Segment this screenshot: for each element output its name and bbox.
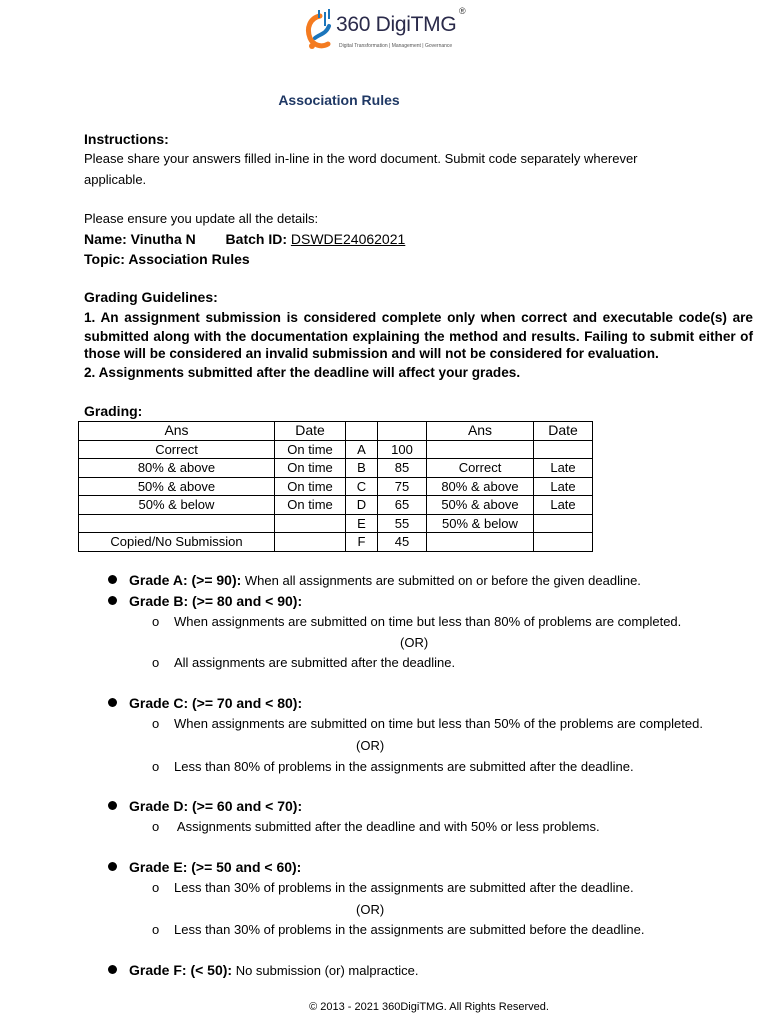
grade-e-text-1: Less than 30% of problems in the assignments are submitted after the deadline. [174, 880, 634, 895]
table-cell [534, 440, 593, 459]
instructions-line-2: applicable. [84, 172, 147, 187]
bullet-icon [108, 862, 117, 871]
grade-e-subitem-1 [152, 880, 634, 895]
table-cell: F [346, 533, 378, 552]
table-cell: 80% & above [79, 459, 275, 478]
header-grade [346, 422, 378, 441]
guideline-2: 2. Assignments submitted after the deadline will affect your grades. [84, 365, 521, 380]
bullet-icon [108, 801, 117, 810]
header-ans-late: Ans [427, 422, 534, 441]
header-ans: Ans [79, 422, 275, 441]
bullet-icon [108, 698, 117, 707]
table-cell: 75 [378, 477, 427, 496]
grade-f-item [108, 962, 418, 978]
document-title: Association Rules [278, 92, 400, 108]
grade-d-item [108, 798, 302, 814]
table-cell [427, 440, 534, 459]
grade-b-title: Grade B: (>= 80 and < 90): [129, 593, 303, 609]
grade-d-text-1: Assignments submitted after the deadline and with 50% or less problems. [174, 819, 600, 834]
table-cell: On time [275, 440, 346, 459]
header-date: Date [275, 422, 346, 441]
table-row [79, 477, 593, 496]
grading-label: Grading: [84, 403, 143, 419]
table-cell: 50% & below [427, 514, 534, 533]
grade-a-text: When all assignments are submitted on or before the given deadline. [241, 573, 641, 588]
grade-c-subitem-2 [152, 759, 634, 774]
grade-e-or: (OR) [356, 902, 385, 917]
circle-bullet-icon: o [152, 614, 160, 629]
grade-b-subitem-1 [152, 614, 681, 629]
table-cell: 50% & below [79, 496, 275, 515]
grade-d-title: Grade D: (>= 60 and < 70): [129, 798, 303, 814]
header-score [378, 422, 427, 441]
table-cell: Late [534, 477, 593, 496]
bullet-icon [108, 965, 117, 974]
guideline-1-line-1: 1. An assignment submission is considered complete only when correct and executable code(s) are [84, 310, 753, 325]
table-cell [534, 533, 593, 552]
table-cell [275, 514, 346, 533]
copyright-footer: © 2013 - 2021 360DigiTMG. All Rights Reserved. [309, 1001, 549, 1013]
table-cell [427, 533, 534, 552]
company-tagline: Digital Transformation | Management | Governance [339, 43, 453, 49]
grading-table [78, 421, 593, 552]
table-cell: 55 [378, 514, 427, 533]
guideline-1-line-2: submitted along with the documentation explaining the method and results. Failing to submit either of [84, 329, 753, 344]
company-logo-text: 360 DigiTMG [336, 13, 457, 36]
grade-f-text: No submission (or) malpractice. [232, 963, 419, 978]
grade-c-text-1: When assignments are submitted on time but less than 50% of the problems are completed. [174, 716, 703, 731]
table-cell: 65 [378, 496, 427, 515]
table-cell: C [346, 477, 378, 496]
table-row [79, 496, 593, 515]
table-cell: 100 [378, 440, 427, 459]
grade-c-or: (OR) [356, 738, 385, 753]
grade-f-title: Grade F: (< 50): [129, 962, 233, 978]
grade-e-title: Grade E: (>= 50 and < 60): [129, 859, 302, 875]
bullet-icon [108, 575, 117, 584]
table-cell: On time [275, 496, 346, 515]
grade-a-item [108, 572, 641, 588]
name-line [84, 231, 405, 247]
instructions-heading: Instructions: [84, 131, 169, 147]
table-cell: On time [275, 477, 346, 496]
grade-e-subitem-2 [152, 922, 644, 937]
header-date-late: Date [534, 422, 593, 441]
instructions-line-1: Please share your answers filled in-line in the word document. Submit code separately wherever [84, 151, 638, 166]
table-cell: Correct [427, 459, 534, 478]
table-cell: 80% & above [427, 477, 534, 496]
table-cell: Correct [79, 440, 275, 459]
grade-a-title: Grade A: (>= 90): [129, 572, 242, 588]
table-row [79, 440, 593, 459]
grade-c-item [108, 695, 302, 711]
table-cell: 85 [378, 459, 427, 478]
circle-bullet-icon: o [152, 922, 160, 937]
grade-c-text-2: Less than 80% of problems in the assignments are submitted after the deadline. [174, 759, 634, 774]
grade-b-text-2: All assignments are submitted after the deadline. [174, 655, 456, 670]
student-name: Name: Vinutha N [84, 231, 196, 247]
grade-e-text-2: Less than 30% of problems in the assignments are submitted before the deadline. [174, 922, 645, 937]
table-cell: 45 [378, 533, 427, 552]
table-cell: E [346, 514, 378, 533]
batch-label: Batch ID: [225, 231, 291, 247]
grade-b-subitem-2 [152, 655, 455, 670]
table-row [79, 459, 593, 478]
table-cell [275, 533, 346, 552]
grade-d-subitem-1 [152, 819, 600, 834]
circle-bullet-icon: o [152, 716, 160, 731]
guidelines-heading: Grading Guidelines: [84, 289, 218, 305]
grade-c-title: Grade C: (>= 70 and < 80): [129, 695, 303, 711]
table-cell: B [346, 459, 378, 478]
table-cell [534, 514, 593, 533]
grade-b-text-1: When assignments are submitted on time but less than 80% of problems are completed. [174, 614, 682, 629]
table-header-row [79, 422, 593, 441]
table-row [79, 514, 593, 533]
bullet-icon [108, 596, 117, 605]
grade-b-or: (OR) [400, 635, 429, 650]
table-cell: 50% & above [79, 477, 275, 496]
topic-line: Topic: Association Rules [84, 251, 250, 267]
batch-id: DSWDE24062021 [290, 231, 406, 247]
table-cell: A [346, 440, 378, 459]
table-cell: Copied/No Submission [79, 533, 275, 552]
circle-bullet-icon: o [152, 880, 160, 895]
table-cell: Late [534, 496, 593, 515]
ensure-details-text: Please ensure you update all the details: [84, 211, 319, 226]
grade-e-item [108, 859, 301, 875]
registered-mark: ® [459, 6, 466, 16]
guideline-1-line-3: those will be considered an invalid submission and will not be considered for evaluation. [84, 346, 659, 361]
table-cell: On time [275, 459, 346, 478]
table-row [79, 533, 593, 552]
table-cell [79, 514, 275, 533]
circle-bullet-icon: o [152, 819, 160, 834]
grade-b-item [108, 593, 302, 609]
grade-c-subitem-1 [152, 716, 703, 731]
table-cell: Late [534, 459, 593, 478]
table-cell: 50% & above [427, 496, 534, 515]
table-cell: D [346, 496, 378, 515]
circle-bullet-icon: o [152, 655, 160, 670]
circle-bullet-icon: o [152, 759, 160, 774]
company-logo-mark [304, 8, 336, 54]
